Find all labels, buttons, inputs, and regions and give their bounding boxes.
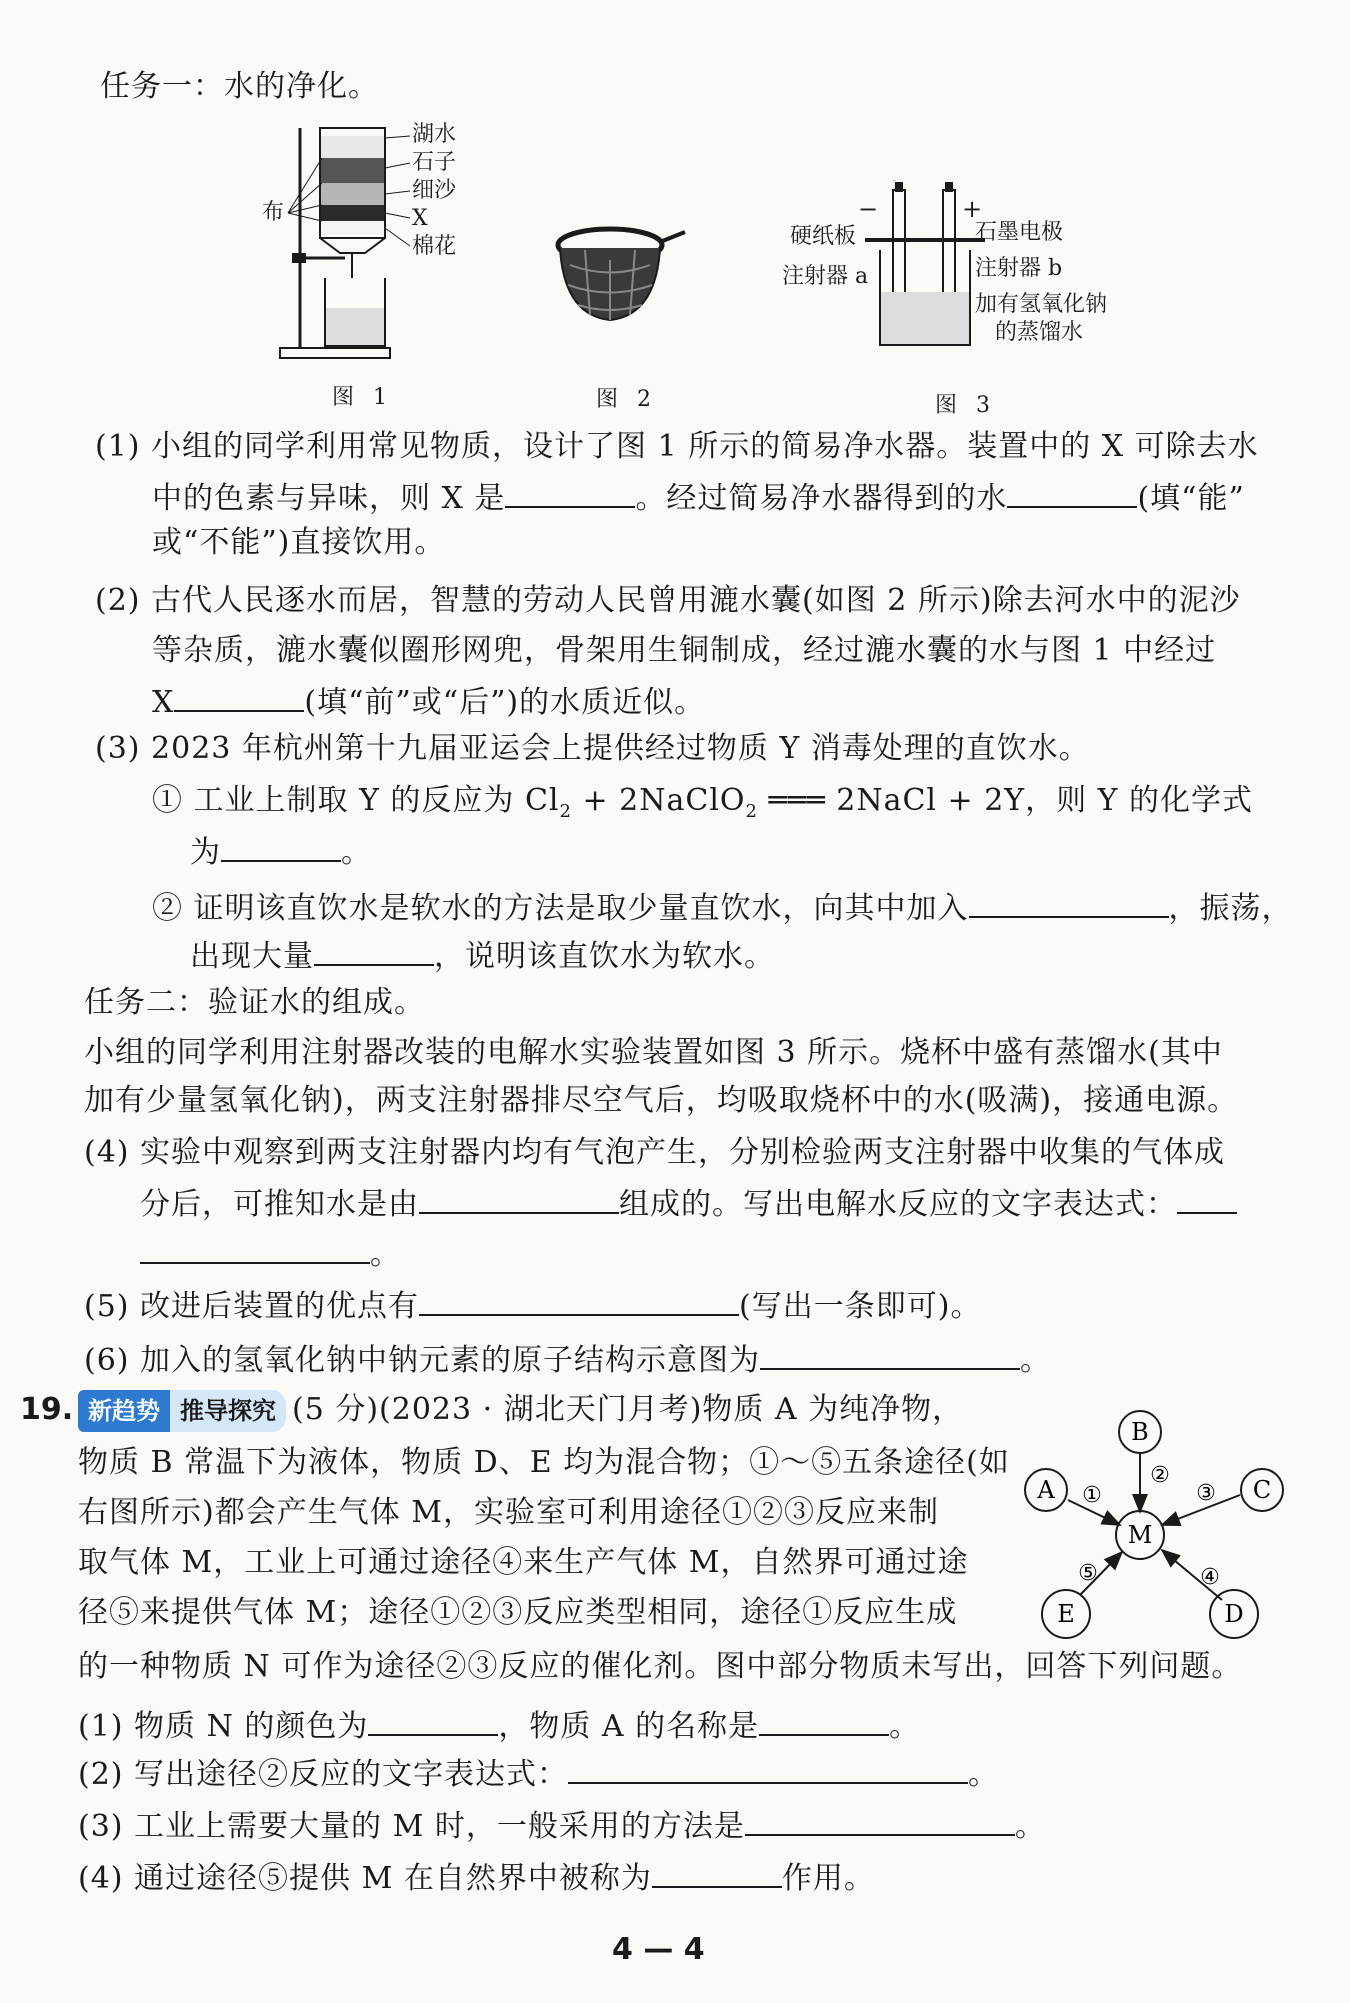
fig3-label-negative: − xyxy=(858,195,879,223)
path-label-1: ① xyxy=(1082,1483,1102,1508)
q19-name-blank[interactable] xyxy=(759,1704,889,1736)
task2-paragraph-1: 小组的同学利用注射器改装的电解水实验装置如图 3 所示。烧杯中盛有蒸馏水(其中 xyxy=(84,1035,1223,1070)
q19-color-blank[interactable] xyxy=(368,1704,498,1736)
q19-effect-blank[interactable] xyxy=(652,1856,782,1888)
fig3-label-syringe-a: 注射器 a xyxy=(782,264,869,289)
q19-line-2: 物质 B 常温下为液体，物质 D、E 均为混合物；①～⑤五条途径(如 xyxy=(78,1445,1010,1480)
fig2-caption: 图 2 xyxy=(596,387,657,412)
q6-text-a: (6) 加入的氢氧化钠中钠元素的原子结构示意图为 xyxy=(84,1343,761,1378)
q5-text-b: (写出一条即可)。 xyxy=(739,1289,982,1324)
q19-sub3 xyxy=(78,1804,1046,1846)
q6-diagram-blank[interactable] xyxy=(760,1338,1020,1370)
q19-sub3-text-a: (3) 工业上需要大量的 M 时，一般采用的方法是 xyxy=(78,1809,745,1844)
fig3-label-card: 硬纸板 xyxy=(790,224,857,249)
q3-sub1-subscript-2: 2 xyxy=(745,801,758,822)
q19-sub2-text-b: 。 xyxy=(968,1757,1000,1792)
node-a: A xyxy=(1037,1476,1055,1504)
q3-sub2-line-2 xyxy=(190,934,775,976)
fig3-label-syringe-b: 注射器 b xyxy=(975,256,1063,281)
q2-line-2: 等杂质，漉水囊似圈形网兜，骨架用生铜制成，经过漉水囊的水与图 1 中经过 xyxy=(152,633,1217,668)
q2-answer-blank[interactable] xyxy=(174,680,304,712)
q19-sub1 xyxy=(78,1704,920,1746)
fig3-label-water-1: 加有氢氧化钠 xyxy=(975,292,1108,317)
q3-sub1-subscript-1: 2 xyxy=(559,801,572,822)
q3-sub2-text-d: ，说明该直饮水为软水。 xyxy=(434,939,775,974)
q1-text-a: 中的色素与异味，则 X 是 xyxy=(152,481,506,516)
q19-equation-blank[interactable] xyxy=(568,1752,968,1784)
node-c: C xyxy=(1252,1476,1272,1504)
q19-line-5: 径⑤来提供气体 M；途径①②③反应类型相同，途径①反应生成 xyxy=(78,1595,958,1630)
q19-sub1-text-a: (1) 物质 N 的颜色为 xyxy=(78,1709,369,1744)
node-b: B xyxy=(1131,1418,1149,1446)
q4-line-1: (4) 实验中观察到两支注射器内均有气泡产生，分别检验两支注射器中收集的气体成 xyxy=(84,1135,1226,1170)
q19-sub3-text-b: 。 xyxy=(1014,1809,1046,1844)
node-e: E xyxy=(1057,1600,1075,1628)
q4-equation-blank-start[interactable] xyxy=(1177,1182,1237,1214)
q19-line-4: 取气体 M，工业上可通过途径④来生产气体 M，自然界可通过途 xyxy=(78,1545,969,1580)
q3-sub1-text-b: + 2NaClO xyxy=(571,783,746,818)
q1-text-c: (填“能” xyxy=(1137,481,1245,516)
q19-sub4-text-b: 作用。 xyxy=(781,1861,875,1896)
fig1-label-cloth: 布 xyxy=(262,200,285,225)
q3-formula-blank[interactable] xyxy=(221,830,341,862)
q4-text-b: 组成的。写出电解水反应的文字表达式： xyxy=(619,1187,1177,1222)
q3-sub2-text-b: ，振荡， xyxy=(1168,891,1293,926)
path-label-5: ⑤ xyxy=(1078,1561,1098,1586)
q19-sub2 xyxy=(78,1752,999,1794)
q19-badge-trend: 新趋势 xyxy=(78,1390,170,1432)
q5-line xyxy=(84,1284,981,1326)
q4-line-2 xyxy=(140,1182,1237,1224)
q19-sub2-text-a: (2) 写出途径②反应的文字表达式： xyxy=(78,1757,569,1792)
task2-paragraph-2: 加有少量氢氧化钠)，两支注射器排尽空气后，均吸取烧杯中的水(吸满)，接通电源。 xyxy=(84,1083,1239,1118)
q4-text-a: 分后，可推知水是由 xyxy=(140,1187,419,1222)
q5-text-a: (5) 改进后装置的优点有 xyxy=(84,1289,420,1324)
q19-sub4 xyxy=(78,1856,875,1898)
fig1-label-sand: 细沙 xyxy=(412,178,457,203)
q3-sub2-line-1 xyxy=(152,886,1293,928)
path-label-2: ② xyxy=(1150,1463,1170,1488)
fig1-label-lake: 湖水 xyxy=(412,122,457,147)
q4-text-c: 。 xyxy=(370,1237,401,1272)
q3-sub2-text-c: 出现大量 xyxy=(190,939,314,974)
figure-2-filter-bag xyxy=(550,220,690,330)
q19-method-blank[interactable] xyxy=(745,1804,1015,1836)
node-m: M xyxy=(1127,1521,1153,1549)
fig1-label-stone: 石子 xyxy=(412,150,457,175)
q4-equation-blank-end[interactable] xyxy=(140,1232,370,1264)
q3-sub1-line-1 xyxy=(152,782,1253,831)
q6-text-b: 。 xyxy=(1020,1343,1052,1378)
q19-number: 19. xyxy=(20,1392,74,1427)
q6-line xyxy=(84,1338,1051,1380)
q2-line-3 xyxy=(152,680,705,722)
q2-line-1: (2) 古代人民逐水而居，智慧的劳动人民曾用漉水囊(如图 2 所示)除去河水中的泥沙 xyxy=(95,583,1241,618)
path-label-3: ③ xyxy=(1196,1481,1216,1506)
page-number: 4 — 4 xyxy=(612,1932,705,1967)
q19-line-3: 右图所示)都会产生气体 M，实验室可利用途径①②③反应来制 xyxy=(78,1495,939,1530)
node-d: D xyxy=(1224,1600,1244,1628)
q2-text-b: (填“前”或“后”)的水质近似。 xyxy=(304,685,706,720)
fig1-label-x: X xyxy=(412,206,428,231)
q3-sub1-line-2 xyxy=(190,830,372,872)
q1-answer-x-blank[interactable] xyxy=(505,476,635,508)
q2-text-a: X xyxy=(152,685,175,720)
fig1-label-cotton: 棉花 xyxy=(412,234,457,259)
q4-composition-blank[interactable] xyxy=(419,1182,619,1214)
q3-phenomenon-blank[interactable] xyxy=(314,934,434,966)
q4-line-3 xyxy=(140,1232,401,1274)
q3-sub2-text-a: ② 证明该直饮水是软水的方法是取少量直饮水，向其中加入 xyxy=(152,891,969,926)
task2-title: 任务二：验证水的组成。 xyxy=(84,985,425,1020)
q3-line-1: (3) 2023 年杭州第十九届亚运会上提供经过物质 Y 消毒处理的直饮水。 xyxy=(95,731,1090,766)
path-label-4: ④ xyxy=(1200,1565,1220,1590)
q19-badge-inference: 推导探究 xyxy=(170,1390,286,1432)
q19-line-1 xyxy=(78,1390,963,1432)
q19-sub4-text-a: (4) 通过途径⑤提供 M 在自然界中被称为 xyxy=(78,1861,652,1896)
fig3-label-water-2: 的蒸馏水 xyxy=(995,320,1084,345)
q1-line-1: (1) 小组的同学利用常见物质，设计了图 1 所示的简易净水器。装置中的 X 可除去水 xyxy=(95,429,1259,464)
q19-sub1-text-b: ，物质 A 的名称是 xyxy=(498,1709,760,1744)
q3-sub1-text-e: 。 xyxy=(341,835,372,870)
q19-text-1: (5 分)(2023 · 湖北天门月考)物质 A 为纯净物， xyxy=(292,1392,964,1427)
q1-answer-drink-blank[interactable] xyxy=(1007,476,1137,508)
q5-advantage-blank[interactable] xyxy=(419,1284,739,1316)
q3-reagent-blank[interactable] xyxy=(969,886,1169,918)
q1-line-2 xyxy=(152,476,1245,518)
fig3-label-positive: + xyxy=(962,195,983,223)
q3-sub1-text-c: ═══ 2NaCl + 2Y，则 Y 的化学式 xyxy=(757,783,1253,818)
q1-line-3: 或“不能”)直接饮用。 xyxy=(152,525,446,560)
fig3-label-graphite: 石墨电极 xyxy=(975,220,1064,245)
q3-sub1-text-d: 为 xyxy=(190,835,221,870)
fig1-caption: 图 1 xyxy=(332,385,393,410)
q3-sub1-text-a: ① 工业上制取 Y 的反应为 Cl xyxy=(152,783,560,818)
q1-text-b: 。经过简易净水器得到的水 xyxy=(635,481,1008,516)
q19-line-6: 的一种物质 N 可作为途径②③反应的催化剂。图中部分物质未写出，回答下列问题。 xyxy=(78,1649,1243,1684)
q19-sub1-text-c: 。 xyxy=(889,1709,921,1744)
q19-pathway-diagram xyxy=(1010,1400,1310,1650)
task1-title: 任务一：水的净化。 xyxy=(100,69,379,104)
fig3-caption: 图 3 xyxy=(935,393,996,418)
